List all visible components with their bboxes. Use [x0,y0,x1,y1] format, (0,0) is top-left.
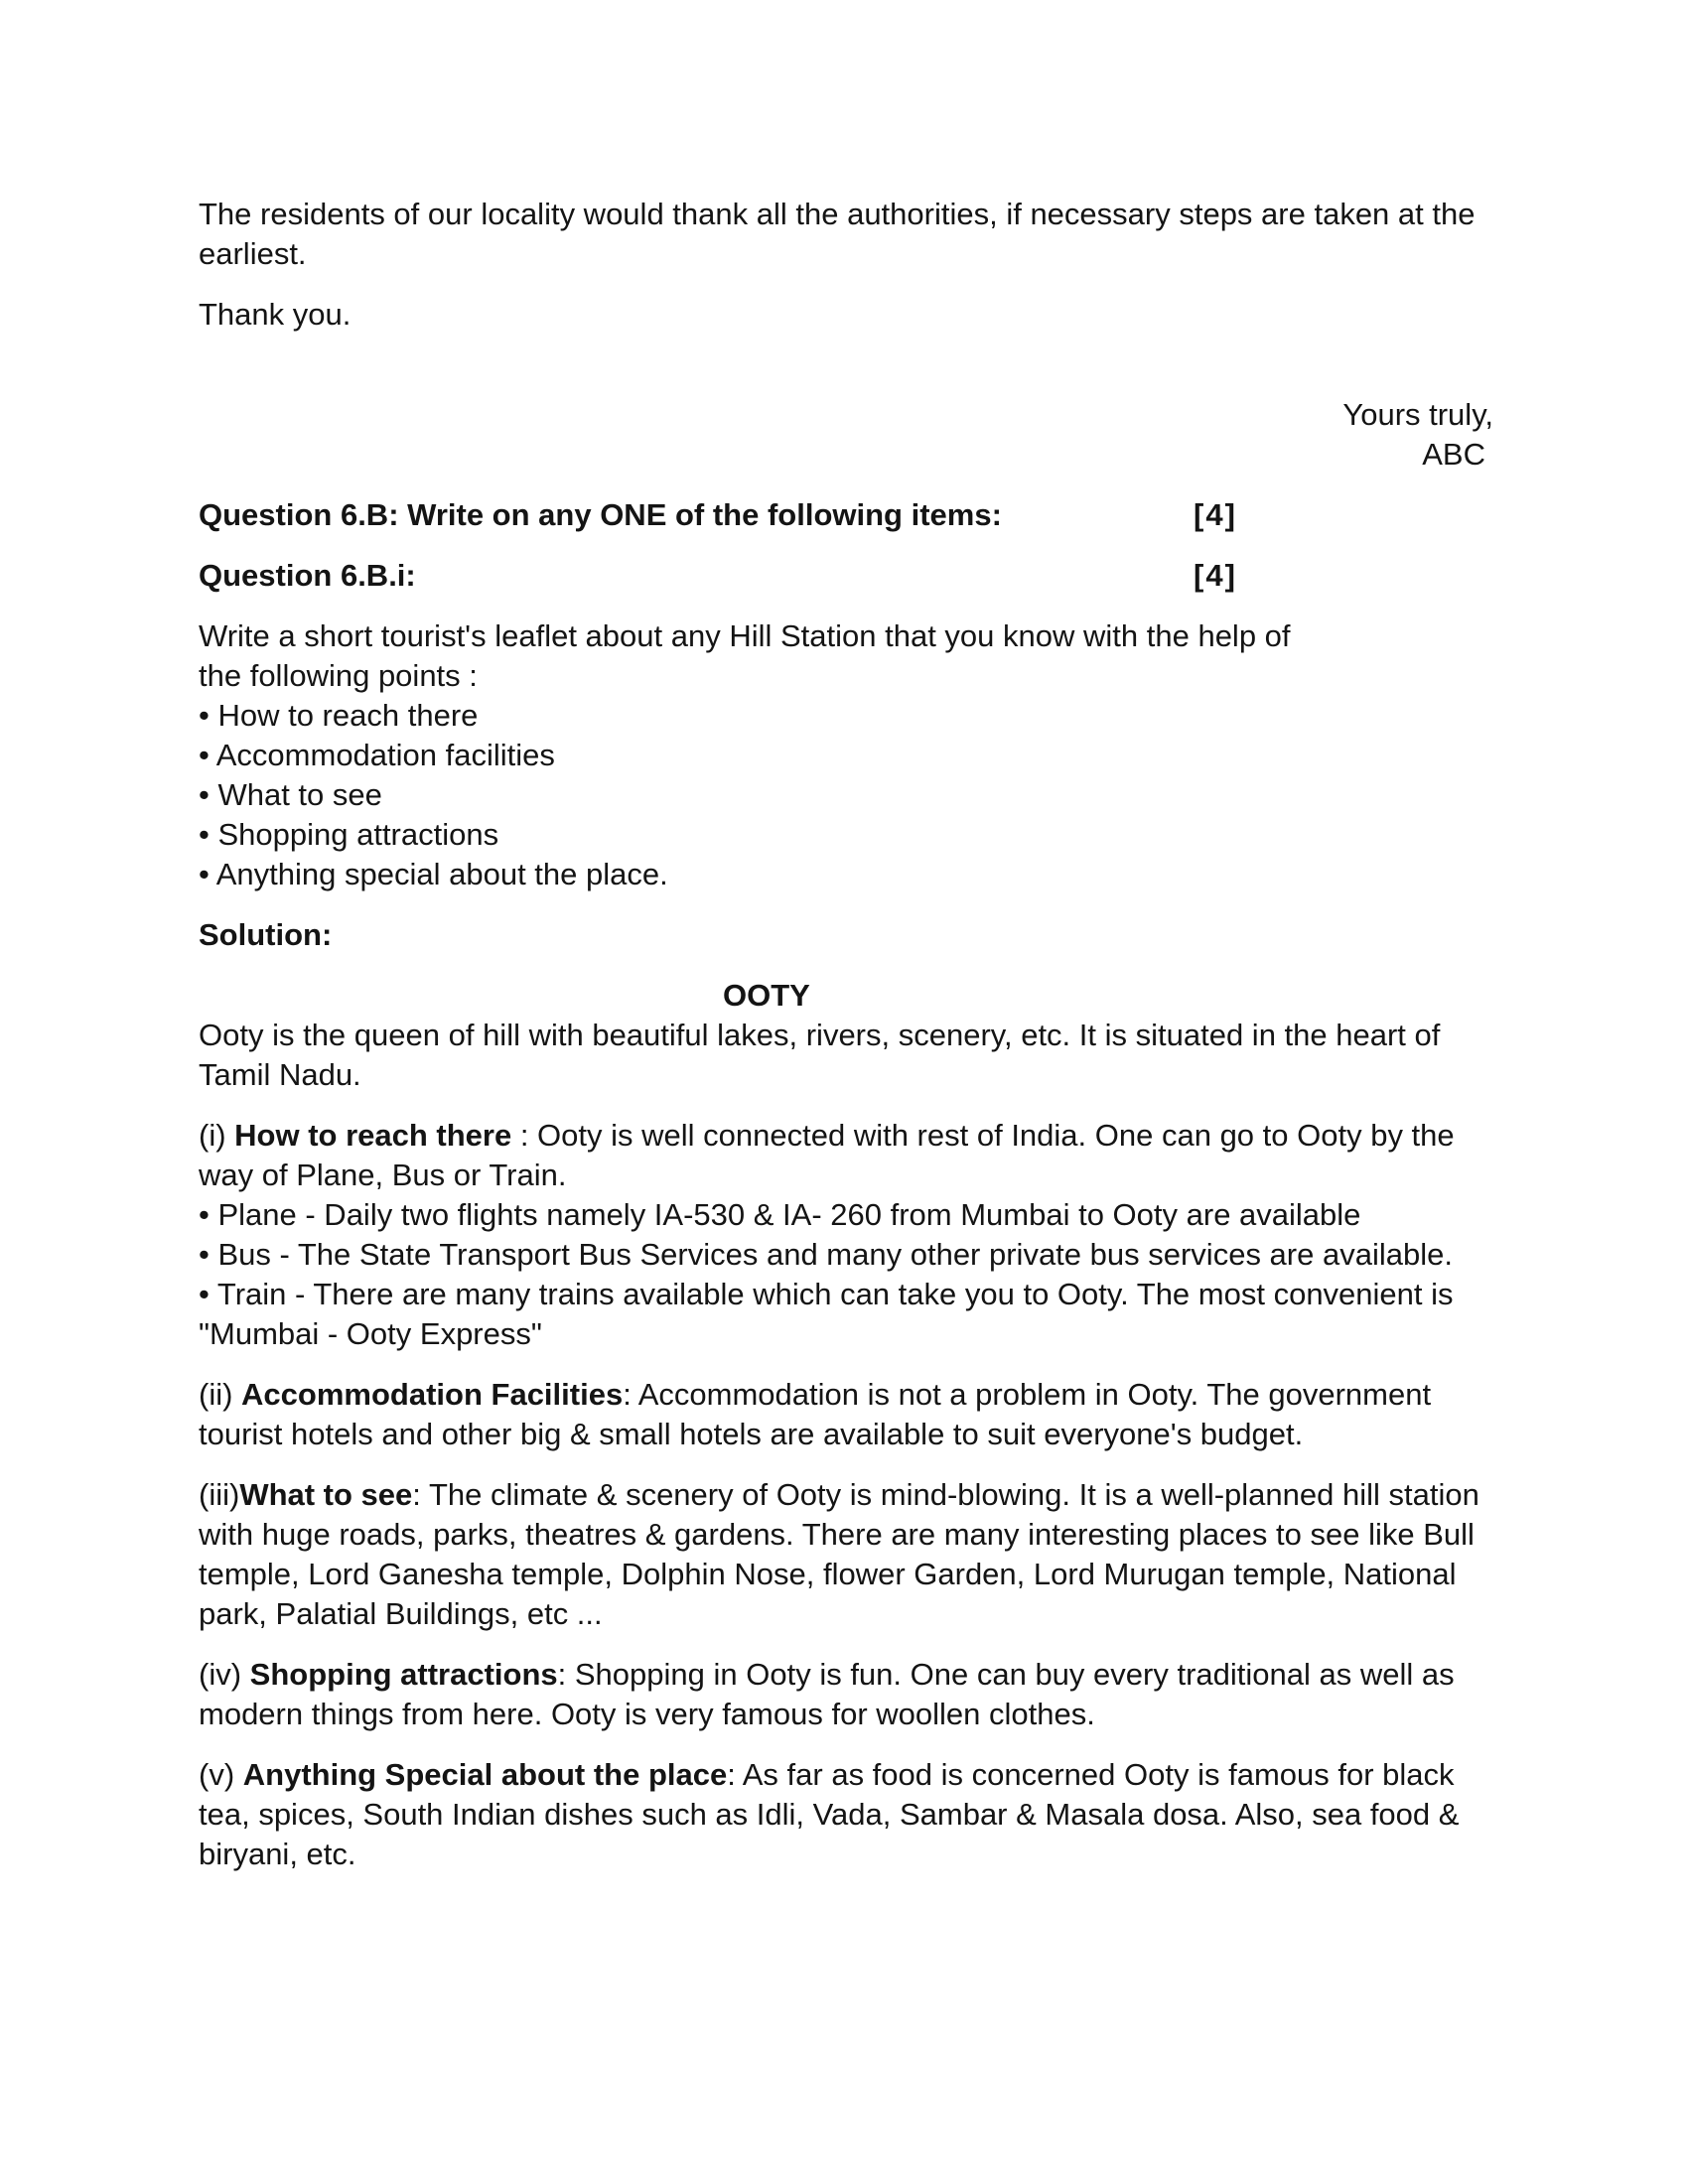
reach-train: • Train - There are many trains available which can take you to Ooty. The most convenient is "Mumbai - Ooty Express" [199,1277,1454,1351]
solution-intro: Ooty is the queen of hill with beautiful lakes, rivers, scenery, etc. It is situated in the heart of Tamil Nadu. [199,1018,1441,1092]
section-heading: Accommodation Facilities [241,1377,624,1412]
question-6b-marks: [4] [1194,497,1237,532]
letter-signature: ABC [1422,437,1485,472]
section-heading: What to see [239,1477,413,1512]
section-prefix: (i) [199,1118,235,1153]
section-text: : Accommodation is not a problem in Ooty. The government tourist hotels and other big & small hotels are available to suit everyone's budget. [199,1377,1432,1451]
section-text: : Ooty is well connected with rest of India. One can go to Ooty by the way of Plane, Bus or Train. [199,1118,1455,1192]
section-text: : As far as food is concerned Ooty is famous for black tea, spices, South Indian dishes such as Idli, Vada, Sambar & Masala dosa. Also, sea food & biryani, etc. [199,1757,1460,1871]
section-prefix: (ii) [199,1377,242,1412]
prompt-line: the following points : [199,658,478,693]
section-text: : Shopping in Ooty is fun. One can buy every traditional as well as modern things from here. Ooty is very famous for woollen clothes. [199,1657,1455,1731]
section-prefix: (iv) [199,1657,250,1692]
section-how-to-reach [199,1116,1489,1354]
section-heading: How to reach there [234,1118,512,1153]
reach-bus: • Bus - The State Transport Bus Services and many other private bus services are available. [199,1237,1453,1272]
prompt-point: • Anything special about the place. [199,857,668,891]
letter-closing-paragraph: The residents of our locality would thank all the authorities, if necessary steps are taken at the earliest. [199,197,1476,271]
prompt-point: • Accommodation facilities [199,738,555,772]
section-prefix: (v) [199,1757,243,1792]
question-6bi-row [199,556,1489,596]
question-6b-heading: Question 6.B: Write on any ONE of the following items: [199,497,1002,532]
prompt-point: • What to see [199,777,382,812]
section-what-to-see [199,1475,1489,1634]
question-6b-row [199,495,1489,535]
section-heading: Anything Special about the place [242,1757,728,1792]
solution-title: OOTY [723,978,810,1013]
section-prefix: (iii) [199,1477,240,1512]
letter-signoff: Yours truly, [1342,397,1493,432]
reach-plane: • Plane - Daily two flights namely IA-530 & IA- 260 from Mumbai to Ooty are available [199,1197,1361,1232]
question-6bi-marks: [4] [1194,558,1237,593]
solution-label: Solution: [199,917,333,952]
letter-thanks: Thank you. [199,297,352,332]
section-text: : The climate & scenery of Ooty is mind-blowing. It is a well-planned hill station with huge roads, parks, theatres & gardens. There are many interesting places to see like Bull temple, Lord Ganesha temple, Dolphin Nose, flower Garden, Lord Murugan temple, National park, Palatial Buildings, etc ... [199,1477,1479,1631]
section-shopping [199,1655,1489,1734]
section-special [199,1755,1489,1874]
prompt-point: • How to reach there [199,698,479,733]
document-page [199,195,1493,1874]
letter-signoff-block [199,395,1493,475]
prompt-point: • Shopping attractions [199,817,499,852]
section-accommodation [199,1375,1489,1454]
section-heading: Shopping attractions [249,1657,558,1692]
prompt-line: Write a short tourist's leaflet about any Hill Station that you know with the help of [199,618,1291,653]
question-prompt [199,616,1489,894]
question-6bi-heading: Question 6.B.i: [199,558,416,593]
